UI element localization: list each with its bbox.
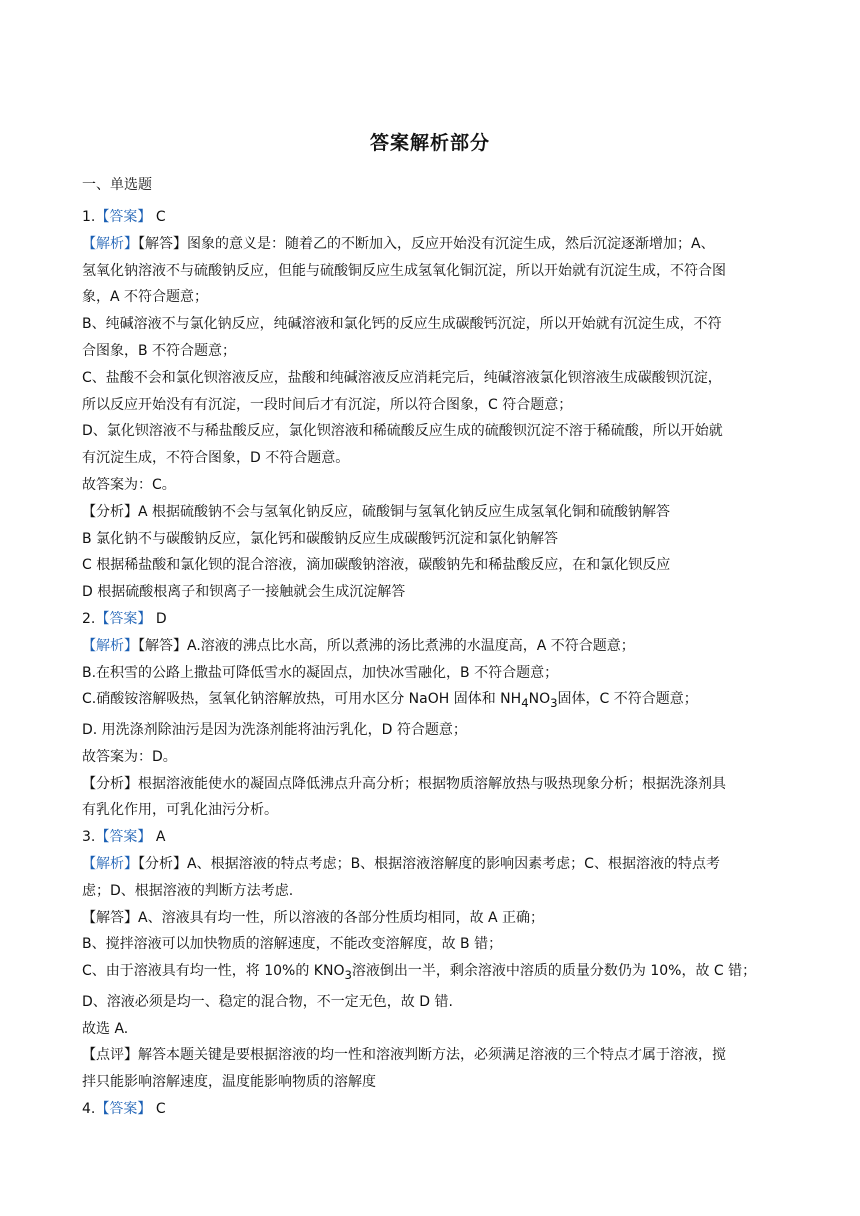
q2-answer-line [82,606,782,633]
q1-text-line: 所以反应开始没有有沉淀，一段时间后才有沉淀，所以符合图象，C 符合题意； [82,396,573,413]
q1-analysis-line: D 根据硫酸根离子和钡离子一接触就会生成沉淀解答 [82,584,406,601]
q2-text-part: 固体，C 不符合题意； [557,691,698,708]
q1-text-line: 有沉淀生成，不符合图象，D 不符合题意。 [82,450,350,467]
q3-answer-line [82,824,782,851]
q3-text-line: D、溶液必须是均一、稳定的混合物，不一定无色，故 D 错. [82,993,453,1010]
q1-jiexi-line [82,231,782,258]
q2-jiexi-line [82,633,782,660]
q3-text-part: C、由于溶液具有均一性，将 10%的 KNO [82,963,345,980]
q3-conclusion: 故选 A. [82,1020,129,1037]
subscript: 3 [344,967,352,982]
q2-number: 2. [82,610,96,627]
q3-text-part: 溶液倒出一半，剩余溶液中溶质的质量分数仍为 10%，故 C 错； [351,963,757,980]
subscript: 4 [521,696,529,711]
q1-text-line: 氢氧化钠溶液不与硫酸钠反应，但能与硫酸铜反应生成氢氧化铜沉淀，所以开始就有沉淀生成，不符合图 [82,262,726,279]
q4-answer-value: C [155,1100,166,1117]
q2-text-line [82,686,782,717]
q3-text-line [82,958,782,989]
q2-text-line: D. 用洗涤剂除油污是因为洗涤剂能将油污乳化，D 符合题意； [82,721,467,738]
q2-text: 【解答】A.溶液的沸点比水高，所以煮沸的汤比煮沸的水温度高，A 不符合题意； [138,637,635,654]
q2-answer-tag: 【答案】 [95,610,152,627]
q2-answer-value: D [155,610,167,627]
q1-jiexi-tag: 【解析】 [82,235,138,252]
q3-text-line: 虑；D、根据溶液的判断方法考虑. [82,882,294,899]
q1-text-line: 象，A 不符合题意； [82,289,209,306]
q3-answer-value: A [155,829,166,846]
q1-text-line: C、盐酸不会和氯化钡溶液反应，盐酸和纯碱溶液反应消耗完后，纯碱溶液氯化钡溶液生成碳酸钡沉淀， [82,369,722,386]
q3-text: 【分析】A、根据溶液的特点考虑；B、根据溶液溶解度的影响因素考虑；C、根据溶液的特点考 [138,855,720,872]
page-title: 答案解析部分 [369,132,490,154]
answer-content [82,172,782,1123]
q1-answer-tag: 【答案】 [95,209,152,225]
q2-text-part: NO [528,691,551,708]
q1-text: 【解答】图象的意义是：随着乙的不断加入，反应开始没有沉淀生成，然后沉淀逐渐增加；A、 [138,235,715,252]
q1-analysis-line: C 根据稀盐酸和氯化钡的混合溶液，滴加碳酸钠溶液，碳酸钠先和稀盐酸反应，在和氯化钡反应 [82,557,671,574]
q3-text-line: B、搅拌溶液可以加快物质的溶解速度，不能改变溶解度，故 B 错； [82,936,503,953]
q2-text-line: B.在积雪的公路上撒盐可降低雪水的凝固点，加快冰雪融化，B 不符合题意； [82,664,559,681]
q1-text-line: B、纯碱溶液不与氯化钠反应，纯碱溶液和氯化钙的反应生成碳酸钙沉淀，所以开始就有沉淀生成，不符 [82,316,722,333]
q1-conclusion: 故答案为：C。 [82,476,176,493]
q4-answer-tag: 【答案】 [95,1100,152,1117]
q3-number: 3. [82,829,96,846]
q1-text-line: D、氯化钡溶液不与稀盐酸反应，氯化钡溶液和稀硫酸反应生成的硫酸钡沉淀不溶于稀硫酸，所以开始就 [82,423,723,440]
q1-answer-value: C [155,209,166,225]
q1-text-line: 合图象，B 不符合题意； [82,342,237,359]
q2-text-part: C.硝酸铵溶解吸热，氢氧化钠溶解放热，可用水区分 NaOH 固体和 NH [82,691,522,708]
q1-analysis-line: 【分析】A 根据硫酸钠不会与氢氧化钠反应，硫酸铜与氢氧化钠反应生成氢氧化铜和硫酸钠解答 [82,503,671,520]
q4-answer-line [82,1096,782,1123]
q1-answer-line [82,204,782,231]
q3-text-line: 【解答】A、溶液具有均一性，所以溶液的各部分性质均相同，故 A 正确； [82,909,545,926]
q3-review-line: 【点评】解答本题关键是要根据溶液的均一性和溶液判断方法，必须满足溶液的三个特点才属于溶液，搅 [82,1047,726,1064]
q1-number: 1. [82,209,96,225]
q2-jiexi-tag: 【解析】 [82,637,138,654]
q3-review-line: 拌只能影响溶解速度，温度能影响物质的溶解度 [82,1074,376,1091]
q1-analysis-line: B 氯化钠不与碳酸钠反应，氯化钙和碳酸钠反应生成碳酸钙沉淀和氯化钠解答 [82,530,559,547]
q4-number: 4. [82,1100,96,1117]
q2-analysis-line: 【分析】根据溶液能使水的凝固点降低沸点升高分析；根据物质溶解放热与吸热现象分析；根据洗涤剂具 [82,775,726,792]
q3-answer-tag: 【答案】 [95,829,152,846]
q3-jiexi-tag: 【解析】 [82,855,138,872]
section-heading: 一、单选题 [82,177,152,193]
q2-analysis-line: 有乳化作用，可乳化油污分析。 [82,802,278,819]
q3-jiexi-line [82,851,782,878]
subscript: 3 [550,696,558,711]
q2-conclusion: 故答案为：D。 [82,748,177,765]
